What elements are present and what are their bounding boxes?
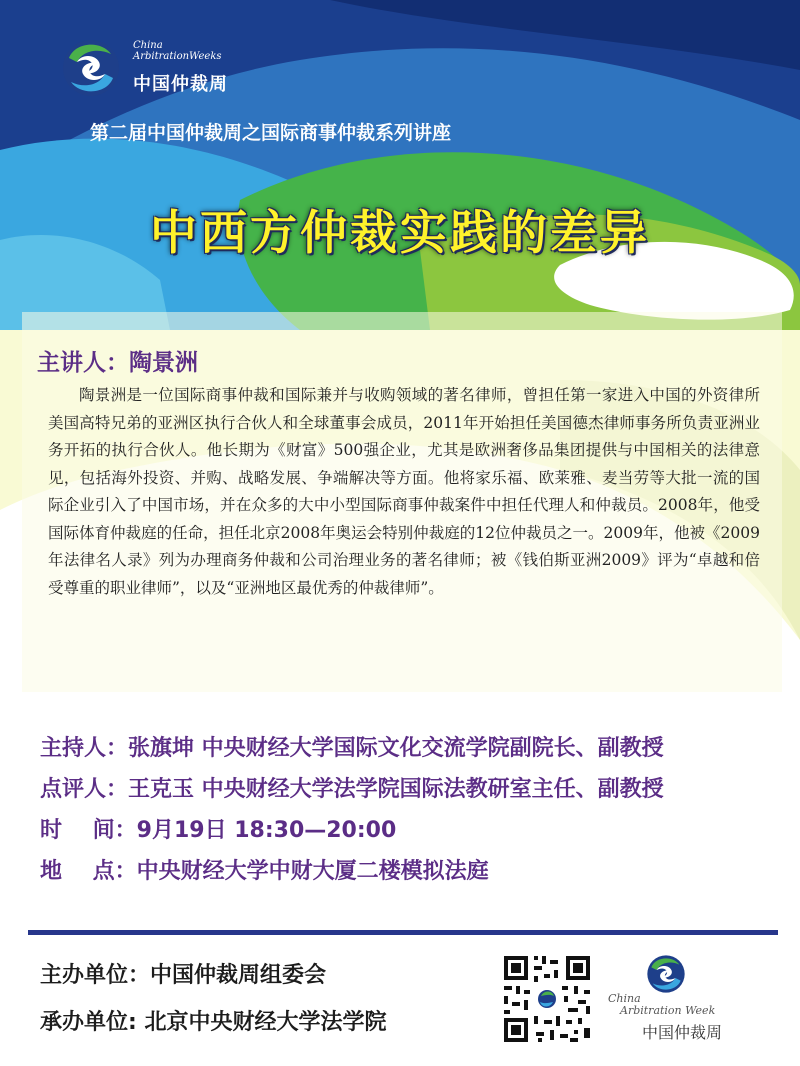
footer-logo	[608, 950, 758, 1050]
logo-chinese-text: 中国仲裁周	[133, 74, 228, 95]
speaker-heading	[37, 344, 198, 377]
qr-code-icon[interactable]	[498, 950, 596, 1048]
host-label: 主持人：	[40, 736, 129, 761]
host-value: 张旗坤 中央财经大学国际文化交流学院副院长、副教授	[128, 736, 664, 761]
footer-logo-english-line1: China	[608, 992, 641, 1005]
host-line	[40, 728, 780, 769]
logo-swirl-icon	[55, 32, 127, 104]
place-line	[40, 851, 780, 892]
reviewer-line	[40, 769, 780, 810]
time-value: 9月19日 18:30—20:00	[136, 818, 397, 843]
footer-logo-chinese: 中国仲裁周	[642, 1023, 723, 1042]
logo-english-text: China ArbitrationWeeks	[133, 40, 222, 62]
speaker-bio: 陶景洲是一位国际商事仲裁和国际兼并与收购领域的著名律师，曾担任第一家进入中国的外资律所美国高特兄弟的亚洲区执行合伙人和全球董事会成员，2011年开始担任美国德杰律师事务所负责亚洲业务开拓的执行合伙人。他长期为《财富》500强企业，尤其是欧洲奢侈品集团提供与中国相关的法律意见，包括海外投资、并购、战略发展、争端解决等方面。他将家乐福、欧莱雅、麦当劳等大批一流的国际企业引入了中国市场，并在众多的大中小型国际商事仲裁案件中担任代理人和仲裁员。2008年，他受国际体育仲裁庭的任命，担任北京2008年奥运会特别仲裁庭的12位仲裁员之一。2009年，他被《2009年法律名人录》列为办理商务仲裁和公司治理业务的著名律师；被《钱伯斯亚洲2009》评为“卓越和倍受尊重的职业律师”，以及“亚洲地区最优秀的仲裁律师”。	[48, 386, 760, 597]
speaker-name: 陶景洲	[129, 350, 198, 376]
time-line	[40, 810, 780, 851]
reviewer-label: 点评人：	[40, 777, 129, 802]
footer-divider	[28, 930, 778, 935]
time-label: 时 间：	[40, 818, 137, 843]
footer-logo-english-line2: Arbitration Week	[620, 1004, 716, 1017]
place-label: 地 点：	[40, 859, 137, 884]
event-details	[40, 728, 780, 892]
place-value: 中央财经大学中财大厦二楼模拟法庭	[136, 859, 489, 884]
reviewer-value: 王克玉 中央财经大学法学院国际法教研室主任、副教授	[128, 777, 664, 802]
organizer-text: 主办单位：中国仲裁周组委会	[40, 963, 327, 988]
co-organizer-text: 承办单位: 北京中央财经大学法学院	[40, 1010, 387, 1035]
china-arbitration-week-logo	[55, 32, 275, 104]
speaker-label: 主讲人：	[37, 350, 129, 376]
main-title: 中西方仲裁实践的差异	[150, 206, 650, 261]
footer-logo-swirl-icon	[642, 950, 690, 998]
series-title: 第二届中国仲裁周之国际商事仲裁系列讲座	[90, 122, 452, 144]
